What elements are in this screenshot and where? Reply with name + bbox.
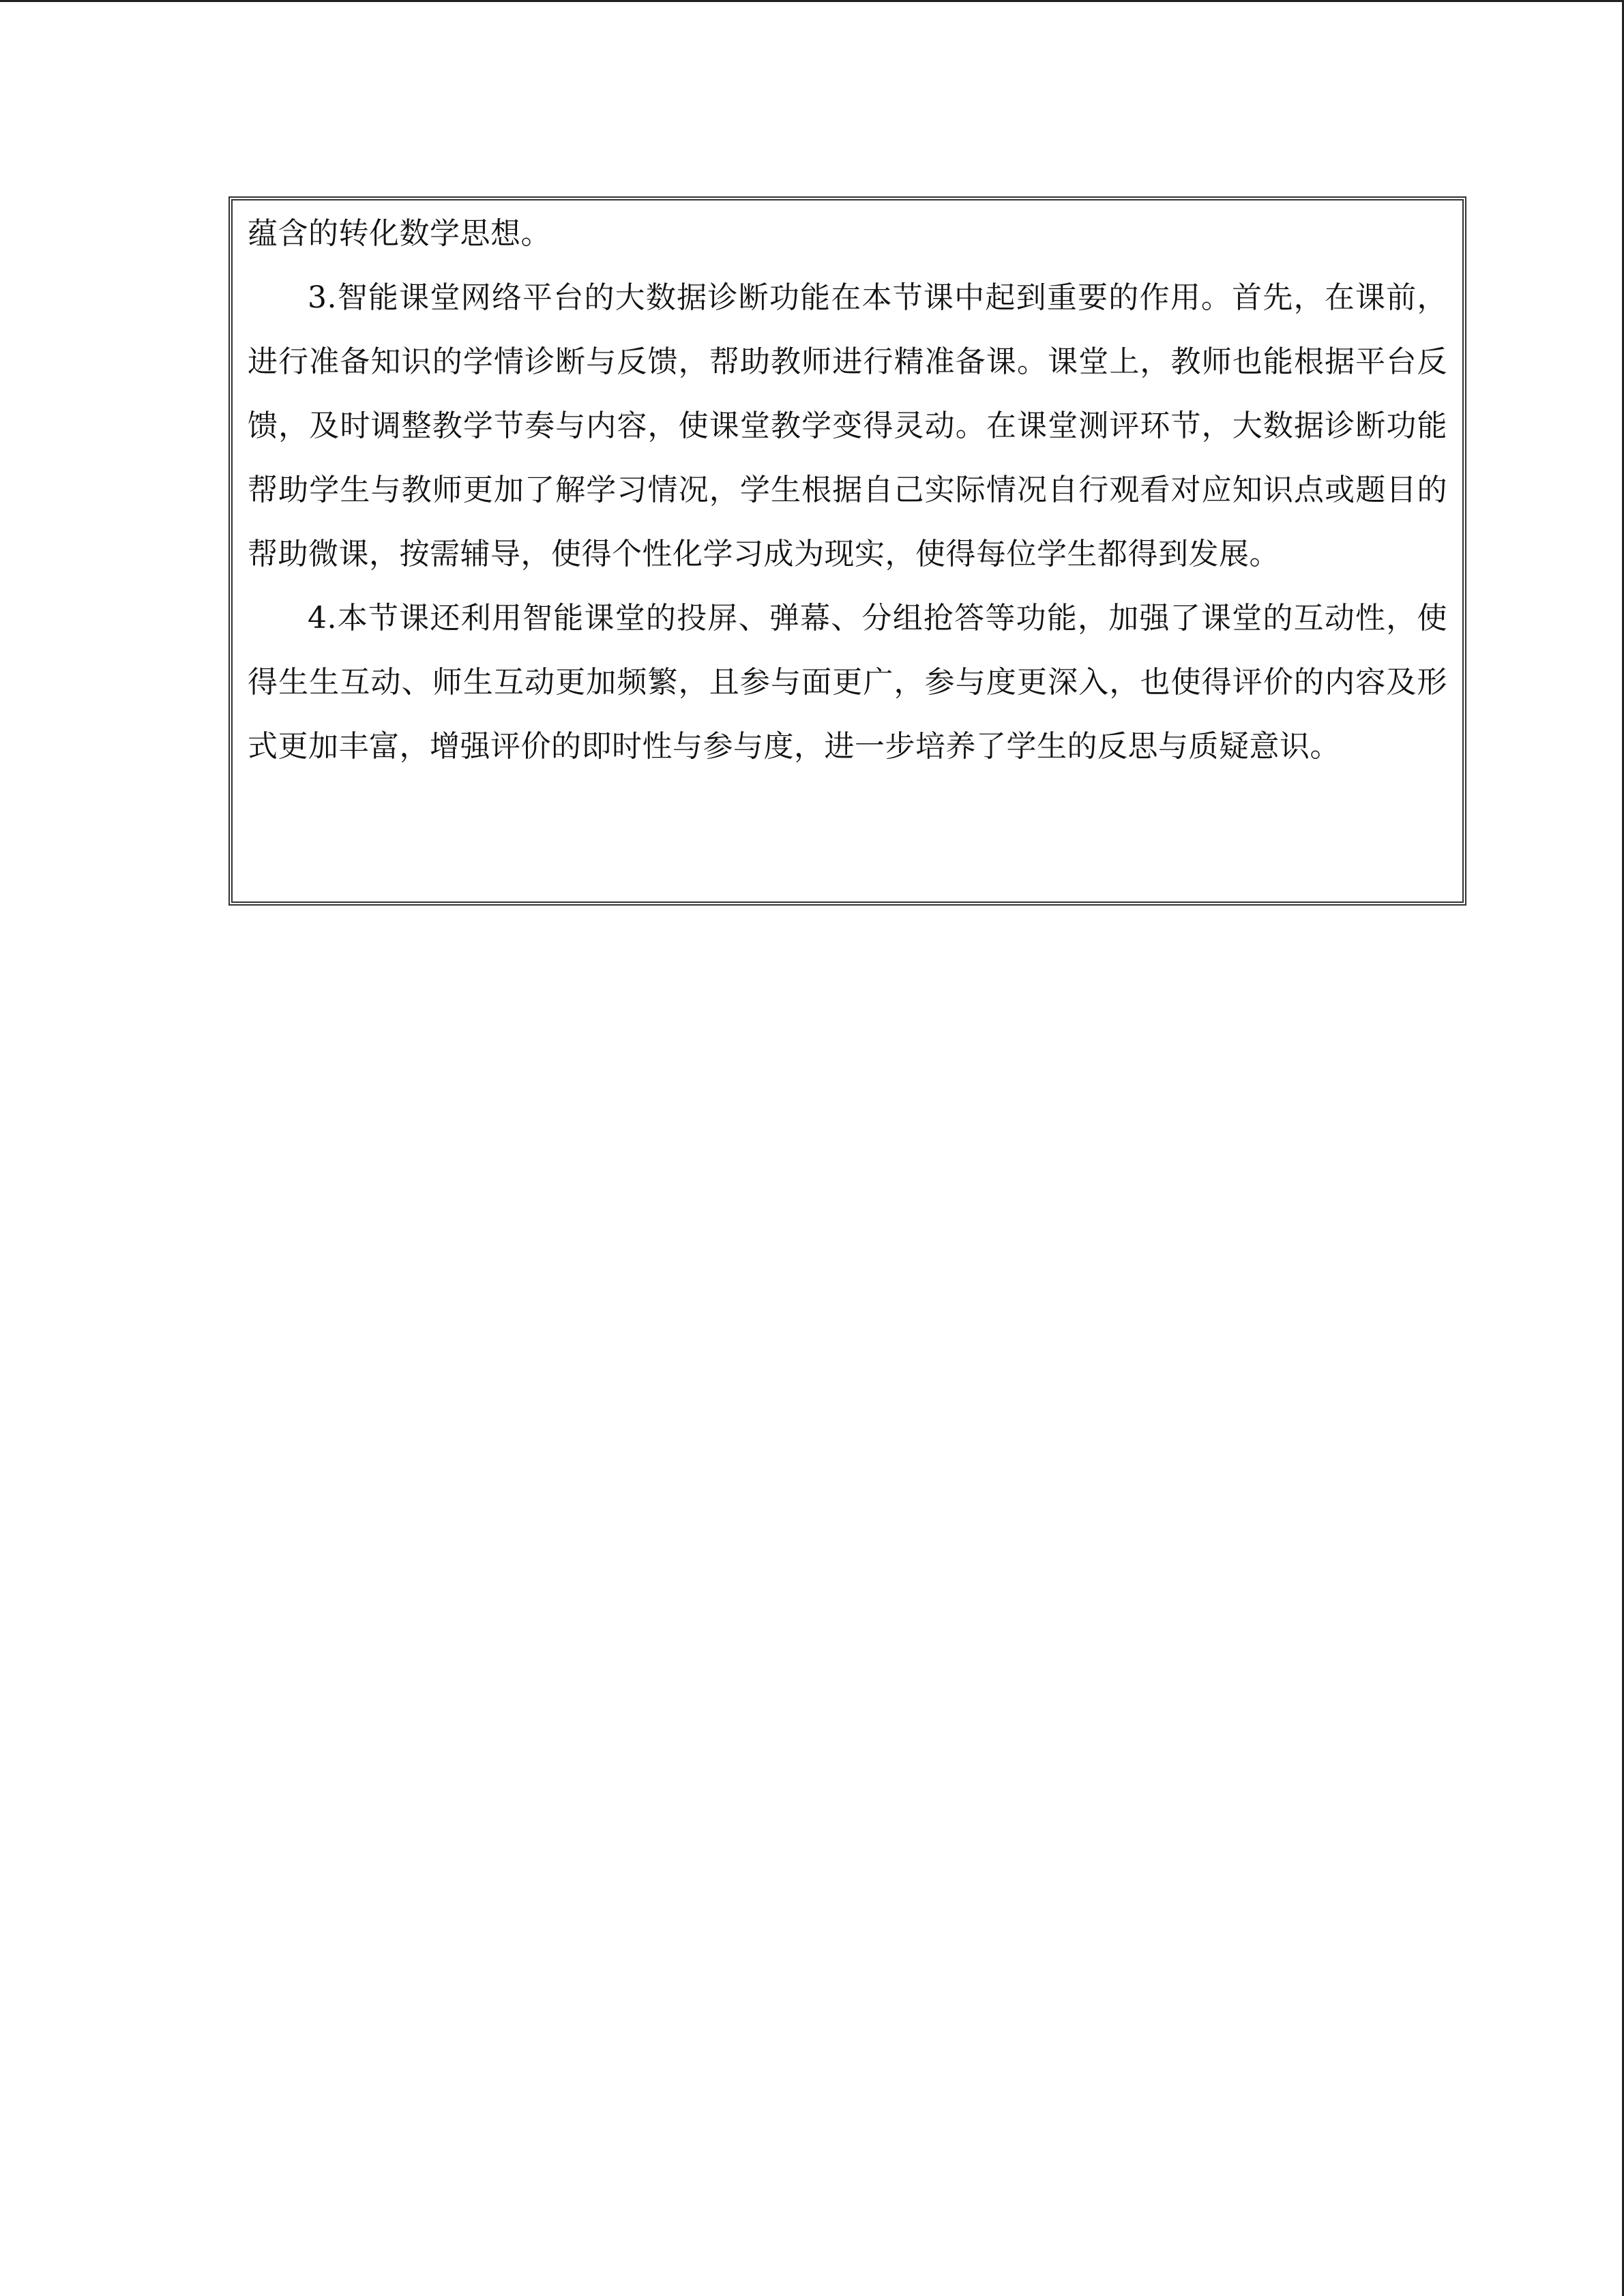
text-table-cell <box>228 196 1466 906</box>
paragraph-continuation: 蕴含的转化数学思想。 <box>248 216 551 251</box>
paragraph-point-4: 4.本节课还利用智能课堂的投屏、弹幕、分组抢答等功能，加强了课堂的互动性，使得生生互动、师生互动更加频繁，且参与面更广，参与度更深入，也使得评价的内容及形式更加丰富，增强评价的即时性与参与度，进一步培养了学生的反思与质疑意识。 <box>248 601 1447 764</box>
page-top-border <box>0 0 1624 2</box>
paragraph-point-3: 3.智能课堂网络平台的大数据诊断功能在本节课中起到重要的作用。首先，在课前，进行准备知识的学情诊断与反馈，帮助教师进行精准备课。课堂上，教师也能根据平台反馈，及时调整教学节奏与内容，使课堂教学变得灵动。在课堂测评环节，大数据诊断功能帮助学生与教师更加了解学习情况，学生根据自己实际情况自行观看对应知识点或题目的帮助微课，按需辅导，使得个性化学习成为现实，使得每位学生都得到发展。 <box>248 280 1447 571</box>
